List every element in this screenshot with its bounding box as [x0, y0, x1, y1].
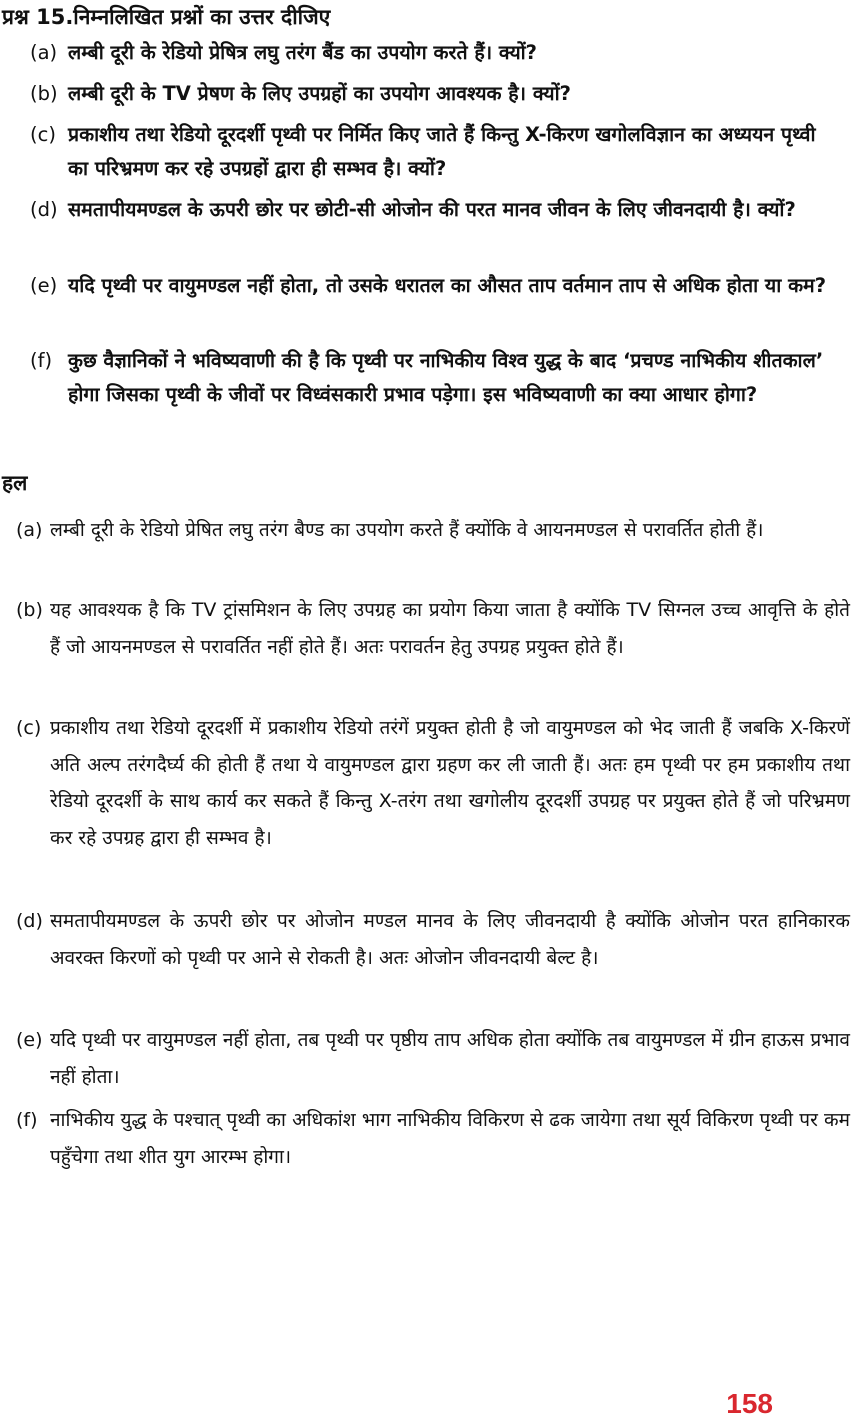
question-text: समतापीयमण्डल के ऊपरी छोर पर छोटी-सी ओजोन की परत मानव जीवन के लिए जीवनदायी है। क्यों? — [68, 198, 796, 221]
question-label: (b) — [30, 82, 58, 105]
solution-heading: हल — [2, 471, 28, 495]
question-text: यदि पृथ्वी पर वायुमण्डल नहीं होता, तो उसके धरातल का औसत ताप वर्तमान ताप से अधिक होता या कम? — [68, 274, 827, 297]
question-text: लम्बी दूरी के रेडियो प्रेषित्र लघु तरंग बैंड का उपयोग करते हैं। क्यों? — [68, 41, 537, 64]
question-item-e — [30, 269, 842, 303]
answer-text: यदि पृथ्वी पर वायुमण्डल नहीं होता, तब पृथ्वी पर पृष्ठीय ताप अधिक होता क्योंकि तब वायुमण्डल में ग्रीन हाऊस प्रभाव नहीं होता। — [50, 1029, 850, 1088]
answer-label: (f) — [16, 1109, 38, 1131]
question-text: लम्बी दूरी के TV प्रेषण के लिए उपग्रहों का उपयोग आवश्यक है। क्यों? — [68, 82, 571, 105]
question-item-a — [30, 36, 842, 70]
question-label: (d) — [30, 198, 58, 221]
answer-label: (a) — [16, 519, 43, 541]
question-item-b — [30, 77, 842, 111]
question-item-c — [30, 118, 842, 186]
question-item-d — [30, 193, 842, 227]
question-label: (f) — [30, 349, 53, 372]
answer-item-f — [16, 1102, 850, 1175]
question-text: प्रकाशीय तथा रेडियो दूरदर्शी पृथ्वी पर निर्मित किए जाते हैं किन्तु X-किरण खगोलविज्ञान का अध्ययन पृथ्वी का परिभ्रमण कर रहे उपग्रहों द्वारा ही सम्भव है। क्यों? — [68, 123, 816, 180]
answer-label: (b) — [16, 599, 43, 621]
answer-item-b — [16, 592, 850, 665]
answer-text: प्रकाशीय तथा रेडियो दूरदर्शी में प्रकाशीय रेडियो तरंगें प्रयुक्त होती है जो वायुमण्डल को भेद जाती हैं जबकि X-किरणें अति अल्प तरंगदैर्घ्य की होती हैं तथा ये वायुमण्डल द्वारा ग्रहण कर ली जाती हैं। अतः हम पृथ्वी पर हम प्रकाशीय तथा रेडियो दूरदर्शी के साथ कार्य कर सकते हैं किन्तु X-तरंग तथा खगोलीय दूरदर्शी उपग्रह पर प्रयुक्त होते हैं जो परिभ्रमण कर रहे उपग्रह द्वारा ही सम्भव है। — [50, 717, 850, 849]
answer-item-c — [16, 710, 850, 856]
question-heading: प्रश्न 15.निम्नलिखित प्रश्नों का उत्तर दीजिए — [2, 5, 331, 29]
answer-text: समतापीयमण्डल के ऊपरी छोर पर ओजोन मण्डल मानव के लिए जीवनदायी है क्योंकि ओजोन परत हानिकारक अवरक्त किरणों को पृथ्वी पर आने से रोकती है। अतः ओजोन जीवनदायी बेल्ट है। — [50, 910, 850, 969]
question-label: (a) — [30, 41, 58, 64]
answer-text: नाभिकीय युद्ध के पश्चात् पृथ्वी का अधिकांश भाग नाभिकीय विकिरण से ढक जायेगा तथा सूर्य विकिरण पृथ्वी पर कम पहुँचेगा तथा शीत युग आरम्भ होगा। — [50, 1109, 850, 1168]
question-label: (c) — [30, 123, 56, 146]
page-number: 158 — [726, 1388, 773, 1419]
question-label: (e) — [30, 274, 58, 297]
answer-text: लम्बी दूरी के रेडियो प्रेषित लघु तरंग बैण्ड का उपयोग करते हैं क्योंकि वे आयनमण्डल से परावर्तित होती हैं। — [50, 519, 764, 541]
answer-label: (d) — [16, 910, 43, 932]
answer-label: (e) — [16, 1029, 43, 1051]
question-item-f — [30, 344, 842, 412]
question-text: कुछ वैज्ञानिकों ने भविष्यवाणी की है कि पृथ्वी पर नाभिकीय विश्व युद्ध के बाद ‘प्रचण्ड नाभिकीय शीतकाल’ होगा जिसका पृथ्वी के जीवों पर विध्वंसकारी प्रभाव पड़ेगा। इस भविष्यवाणी का क्या आधार होगा? — [68, 349, 824, 406]
answer-item-e — [16, 1022, 850, 1095]
answer-text: यह आवश्यक है कि TV ट्रांसमिशन के लिए उपग्रह का प्रयोग किया जाता है क्योंकि TV सिग्नल उच्च आवृत्ति के होते हैं जो आयनमण्डल से परावर्तित नहीं होते हैं। अतः परावर्तन हेतु उपग्रह प्रयुक्त होते हैं। — [50, 599, 850, 658]
answer-item-d — [16, 903, 850, 976]
answer-label: (c) — [16, 717, 42, 739]
answer-item-a — [16, 512, 850, 549]
